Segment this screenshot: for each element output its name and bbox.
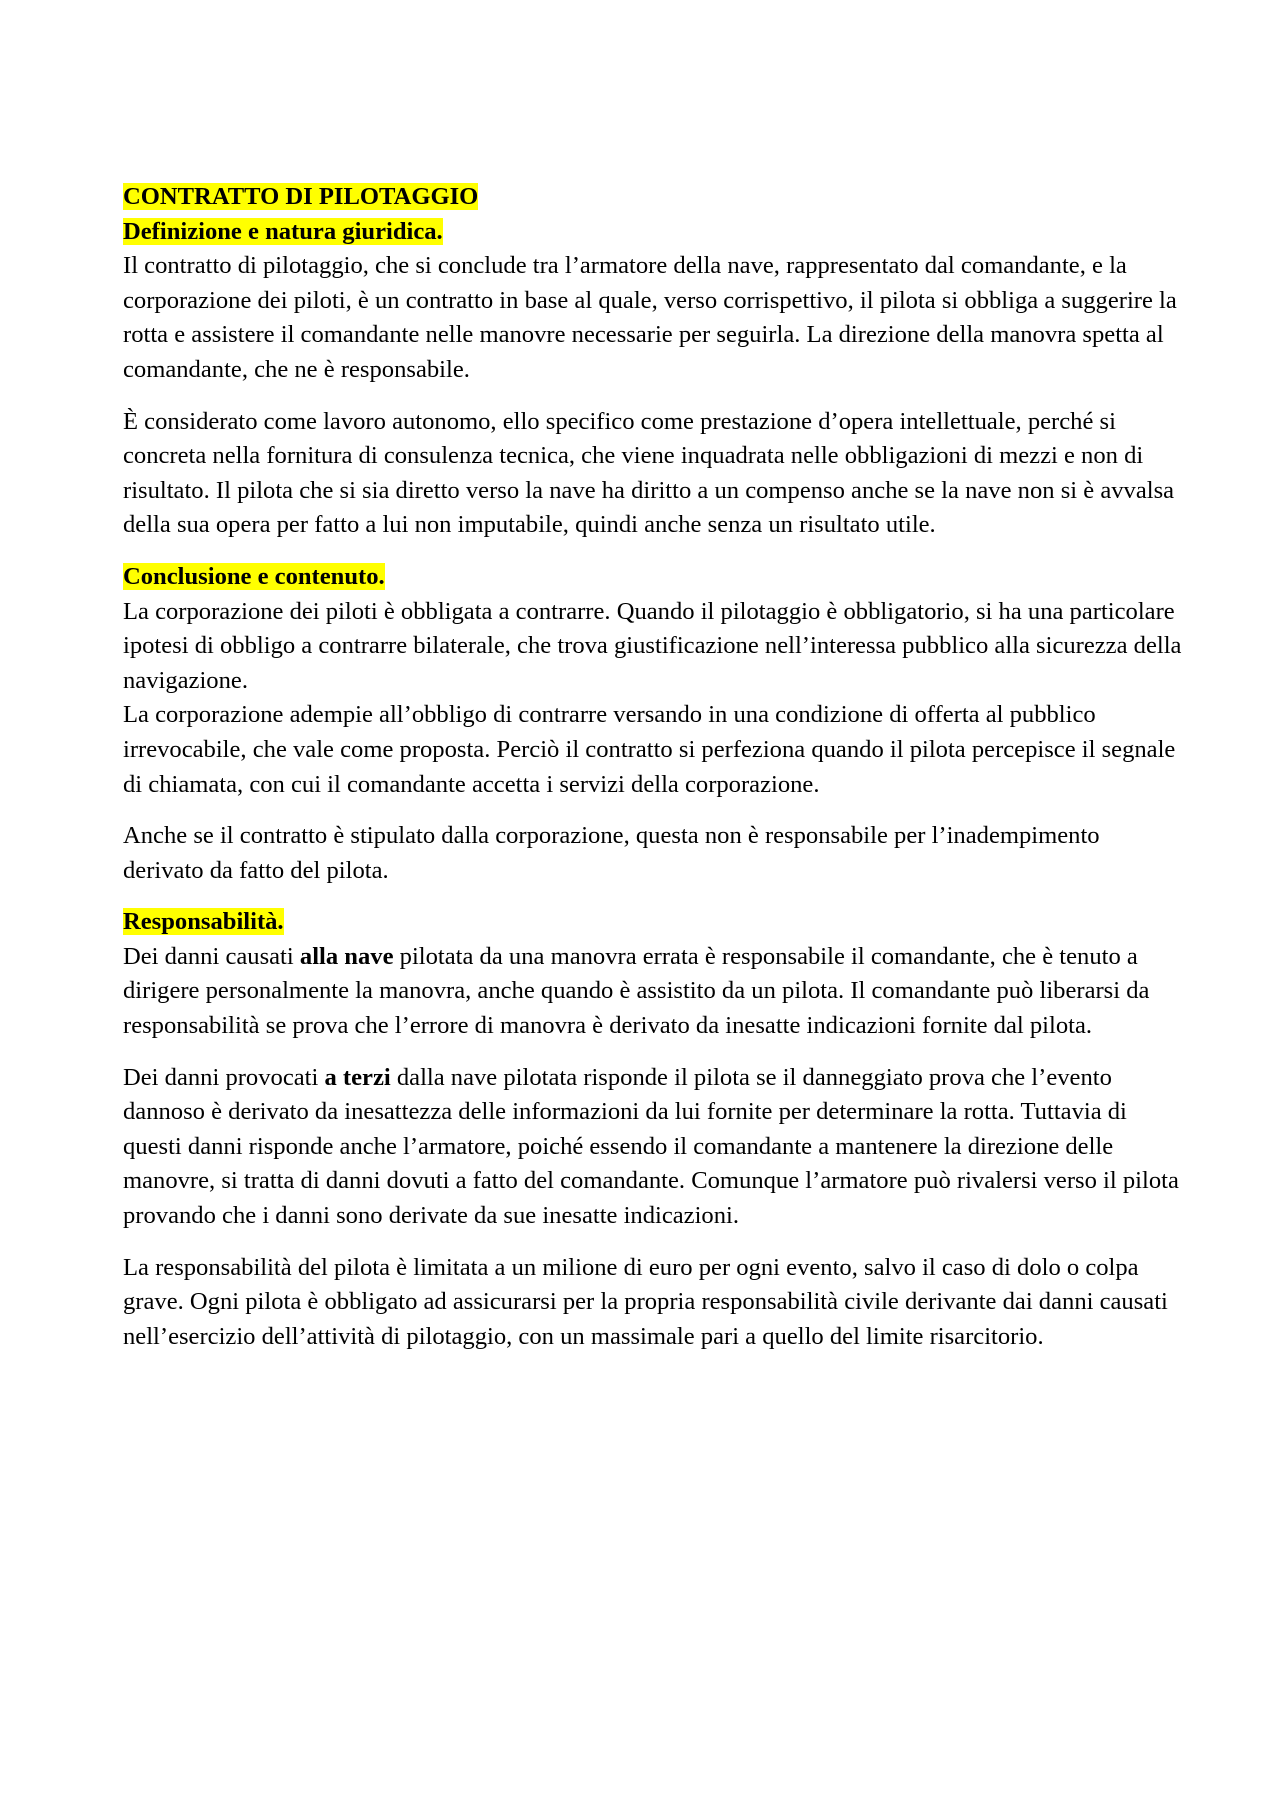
- bold-text-run: alla nave: [299, 942, 394, 970]
- document-title-text: CONTRATTO DI PILOTAGGIO: [123, 183, 479, 210]
- section-heading-text: Responsabilità.: [123, 908, 284, 936]
- section-heading-conclusione: [123, 560, 1183, 595]
- paragraph: La corporazione dei piloti è obbligata a contrarre. Quando il pilotaggio è obbligatorio, si ha una particolare ipotesi di obbligo a contrarre bilaterale, che trova giustificazione nell’interessa pubblico alla sicurezza della navigazione.: [123, 597, 1182, 694]
- section-heading-text: Definizione e natura giuridica.: [123, 217, 443, 245]
- paragraph: È considerato come lavoro autonomo, ello specifico come prestazione d’opera intellettuale, perché si concreta nella fornitura di consulenza tecnica, che viene inquadrata nelle obbligazioni di mezzi e non di risultato. Il pilota che si sia diretto verso la nave ha diritto a un compenso anche se la nave non si è avvalsa della sua opera per fatto a lui non imputabile, quindi anche senza un risultato utile.: [123, 407, 1175, 539]
- paragraph: [123, 1061, 1183, 1234]
- document-page: [123, 180, 1183, 1354]
- paragraph: La responsabilità del pilota è limitata a un milione di euro per ogni evento, salvo il caso di dolo o colpa grave. Ogni pilota è obbligato ad assicurarsi per la propria responsabilità civile derivante dai danni causati nell’esercizio dell’attività di pilotaggio, con un massimale pari a quello del limite risarcitorio.: [123, 1253, 1168, 1350]
- document-title: [123, 180, 1183, 215]
- paragraph: Il contratto di pilotaggio, che si conclude tra l’armatore della nave, rappresentato dal comandante, e la corporazione dei piloti, è un contratto in base al quale, verso corrispettivo, il pilota si obbliga a suggerire la rotta e assistere il comandante nelle manovre necessarie per seguirla. La direzione della manovra spetta al comandante, che ne è responsabile.: [123, 252, 1177, 383]
- text-run: Dei danni provocati: [123, 1063, 325, 1091]
- paragraph: La corporazione adempie all’obbligo di contrarre versando in una condizione di offerta al pubblico irrevocabile, che vale come proposta. Perciò il contratto si perfeziona quando il pilota percepisce il segnale di chiamata, con cui il comandante accetta i servizi della corporazione.: [123, 701, 1176, 798]
- text-run: dalla nave pilotata risponde il pilota se il danneggiato prova che l’evento dannoso è derivato da inesattezza delle informazioni da lui fornite per determinare la rotta. Tuttavia di questi danni risponde anche l’armatore, poiché essendo il comandante a mantenere la direzione delle manovre, si tratta di danni dovuti a fatto del comandante. Comunque l’armatore può rivalersi verso il pilota provando che i danni sono derivate da sue inesatte indicazioni.: [123, 1063, 1179, 1230]
- paragraph: Anche se il contratto è stipulato dalla corporazione, questa non è responsabile per l’inadempimento derivato da fatto del pilota.: [123, 822, 1100, 884]
- paragraph: [123, 940, 1183, 1044]
- section-heading-responsabilita: [123, 905, 1183, 940]
- bold-text-run: a terzi: [324, 1063, 391, 1091]
- text-run: Dei danni causati: [123, 942, 300, 970]
- section-heading-text: Conclusione e contenuto.: [123, 562, 385, 590]
- section-heading-definizione: [123, 215, 1183, 250]
- text-run: pilotata da una manovra errata è responsabile il comandante, che è tenuto a dirigere personalmente la manovra, anche quando è assistito da un pilota. Il comandante può liberarsi da responsabilità se prova che l’errore di manovra è derivato da inesatte indicazioni fornite dal pilota.: [123, 942, 1150, 1040]
